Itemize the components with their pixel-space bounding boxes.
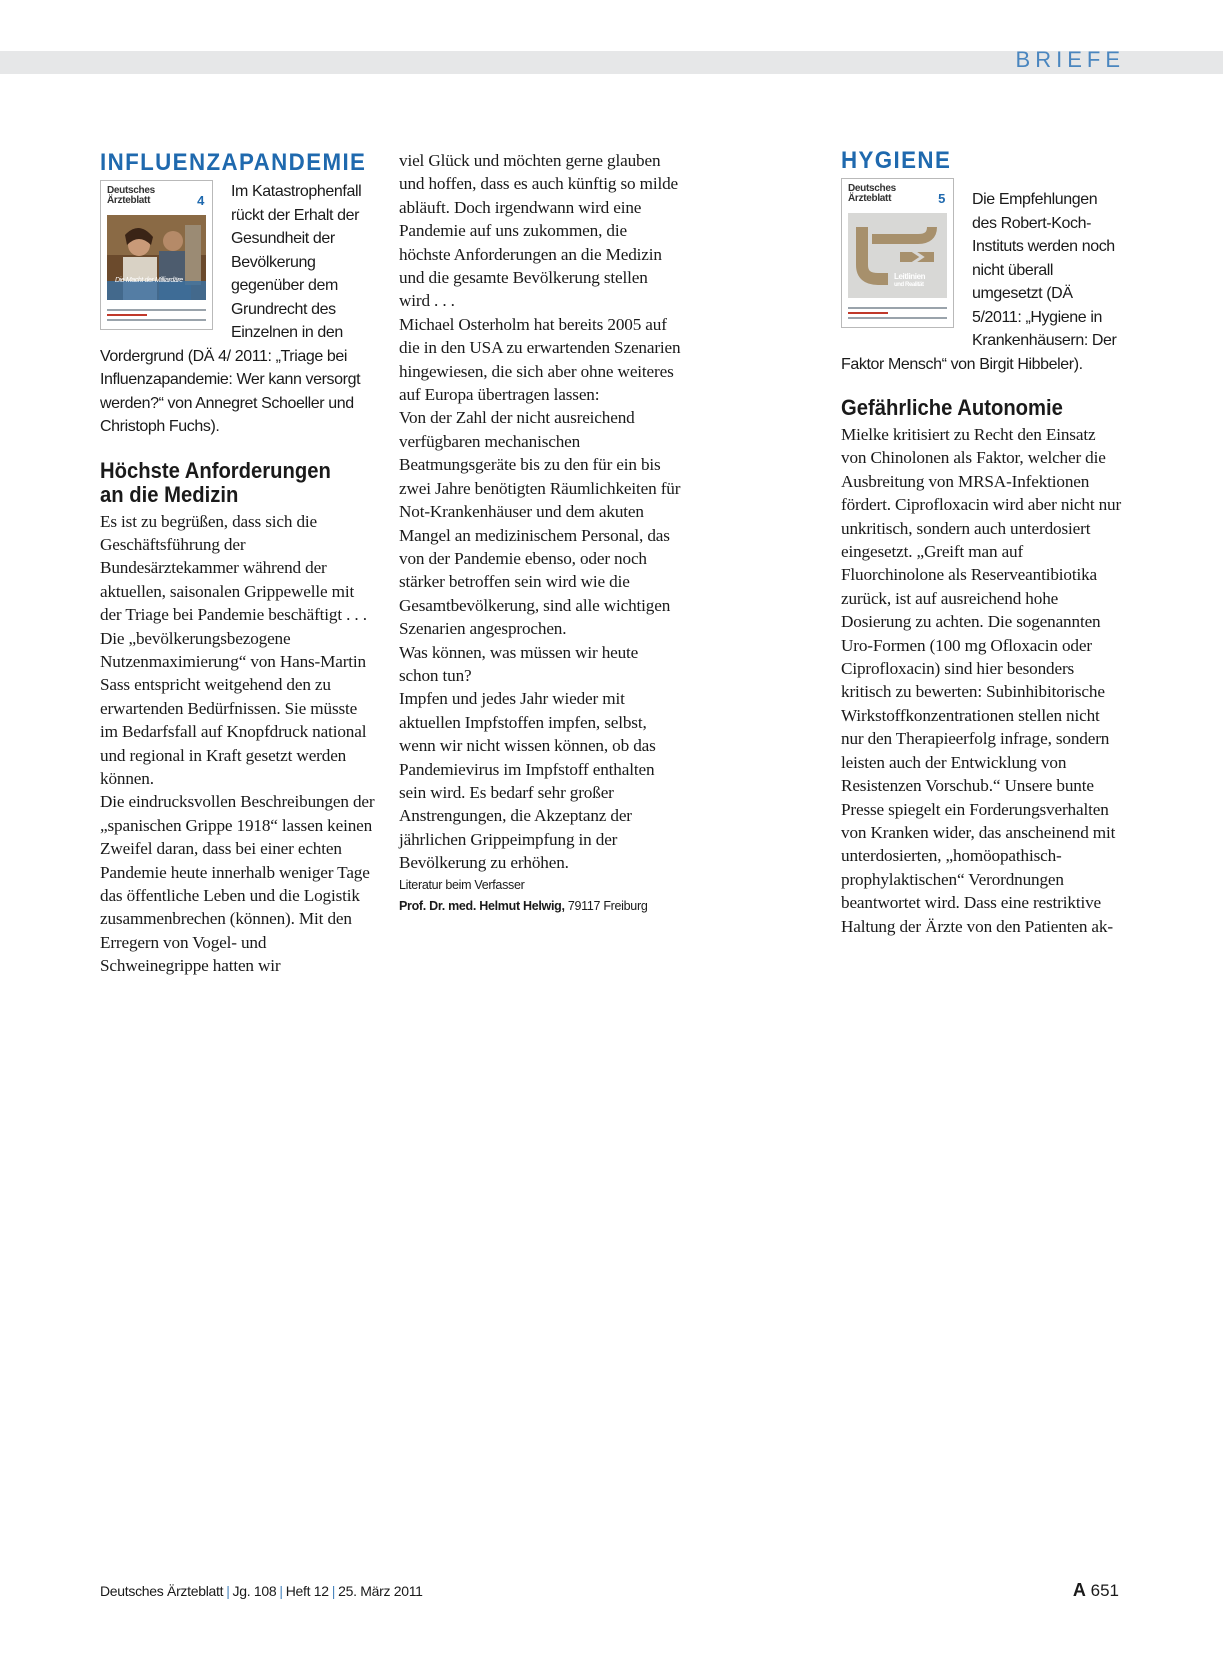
article-subhead: Höchste Anforderungen an die Medizin [100,457,331,507]
paragraph: Impfen und jedes Jahr wieder mit aktuellen Impfstoffen impfen, selbst, wenn wir nicht wissen können, ob das Pandemievirus im Impfstoff enthalten sein wird. Es bedarf sehr großer Anstrengungen, die Akzeptanz der jährlichen Grippeimpfung in der Bevölkerung zu erhöhen. [399,689,656,873]
author-signature [399,896,681,917]
journal-cover-issue-4 [100,180,213,330]
section-title-hygiene: HYGIENE [841,147,952,174]
paragraph: Michael Osterholm hat bereits 2005 auf die in den USA zu erwartenden Szenarien hingewiesen, die sich aber ohne weiteres auf Europa übertragen lassen: [399,314,681,405]
paragraph: Mielke kritisiert zu Recht den Einsatz von Chinolonen als Faktor, welcher die Ausbreitung von MRSA-Infektionen fördert. Ciprofloxacin wird aber nicht nur unkritisch, sondern auch unterdosiert eingesetzt. „Greift man auf Fluorchinolone als Reserveantibiotika zurück, ist auf ausreichend hohe Dosierung zu achten. Die sogenannten Uro-Formen (100 mg Ofloxacin oder Ciprofloxacin) sind hier besonders kritisch zu bewerten: Subinhibitorische Wirkstoffkonzentrationen stellen nicht nur den Therapieerfolg infrage, sondern leisten auch der Entwicklung von Resistenzen Vorschub.“ Unsere bunte Presse spiegelt ein Forderungsverhalten von Kranken wider, das anscheinend mit unterdosierten, „homöopathisch-prophylaktischen“ Verordnungen beantwortet wird. Dass eine restriktive Haltung der Ärzte von den Patienten ak- [841,425,1122,936]
cover-issue-number: 4 [197,193,204,208]
intro-hygiene [841,178,1123,376]
article-body-continued [399,149,681,875]
paragraph: Die eindrucksvollen Beschreibungen der „spanischen Grippe 1918“ lassen keinen Zweifel daran, dass bei einer echten Pandemie heute innerhalb weniger Tage das öffentliche Leben und die Logistik zusammenbrechen (können). Mit den Erregern von Vogel- und Schweinegrippe hatten wir [100,792,375,976]
cover-text-lines [107,306,206,321]
journal-cover-issue-5 [841,178,954,328]
page-number-value: 651 [1090,1581,1119,1600]
column-influenza [100,148,378,978]
footer-date: 25. März 2011 [338,1583,423,1599]
page-prefix: A [1072,1580,1086,1600]
intro-influenza [100,180,378,439]
intro-text: Die Empfehlungen des Robert-Koch-Instituts werden noch nicht überall umgesetzt (DÄ 5/2011: „Hygiene in Krankenhäusern: Der Faktor Mensch“ von Birgit Hibbeler). [841,191,1117,373]
paragraph: Von der Zahl der nicht ausreichend verfügbaren mechanischen Beatmungsgeräte bis zu den für ein bis zwei Jahre benötigten Räumlichkeiten für Not-Krankenhäuser und dem akuten Mangel an medizinischem Personal, das von der Pandemie ebenso, oder noch stärker betroffen sein wird wie die Gesamtbevölkerung, sind alle wichtigen Szenarien angesprochen. [399,408,681,639]
footer-volume: Jg. 108 [232,1583,277,1599]
cover-caption: Leitlinien und Realität [894,272,926,288]
article-body [100,510,378,978]
cover-masthead: Deutsches Ärzteblatt [848,183,896,204]
column-hygiene [841,146,1123,938]
cover-text-lines [848,304,947,319]
paragraph: Es ist zu begrüßen, dass sich die Geschäftsführung der Bundesärztekammer während der aktuellen, saisonalen Grippewelle mit der Triage bei Pandemie beschäftigt . . . [100,511,367,625]
article-subhead: Gefährliche Autonomie [841,395,1063,420]
cover-caption: Die Macht der Milliardäre [115,276,183,284]
footer-journal: Deutsches Ärzteblatt [100,1583,224,1599]
article-body [841,423,1123,938]
paragraph: Was können, was müssen wir heute schon tun? [399,642,639,685]
footer-issue: Heft 12 [285,1583,329,1599]
section-title-influenza: INFLUENZAPANDEMIE [100,149,367,176]
paragraph: Die „bevölkerungsbezogene Nutzenmaximierung“ von Hans-Martin Sass entspricht weitgehend den zu erwartenden Bedürfnissen. Sie müsste im Bedarfsfall auf Knopfdruck national und regional in Kraft gesetzt werden können. [100,628,367,788]
intro-text: Im Katastrophenfall rückt der Erhalt der Gesundheit der Bevölkerung gegenüber dem Grundrecht des Einzelnen in den Vordergrund (DÄ 4/ 2011: „Triage bei Influenzapandemie: Wer kann versorgt werden?“ von Annegret Schoeller und Christoph Fuchs). [100,183,362,435]
cover-issue-number: 5 [938,191,945,206]
cover-masthead: Deutsches Ärzteblatt [107,185,155,206]
literature-note: Literatur beim Verfasser [399,877,525,892]
paragraph: viel Glück und möchten gerne glauben und hoffen, dass es auch künftig so milde abläuft. Doch irgendwann wird eine Pandemie auf uns zukommen, die höchste Anforderungen an die Medizin und die gesamte Bevölkerung stellen wird . . . [399,151,678,311]
author-name: Prof. Dr. med. Helmut Helwig, [399,898,565,913]
page-number [1073,1580,1119,1601]
section-label: BRIEFE [1015,47,1125,72]
author-place: 79117 Freiburg [567,898,648,913]
footer-citation: Deutsches Ärzteblatt | Jg. 108 | Heft 12 | 25. März 2011 [100,1583,423,1599]
column-continuation [399,149,681,917]
